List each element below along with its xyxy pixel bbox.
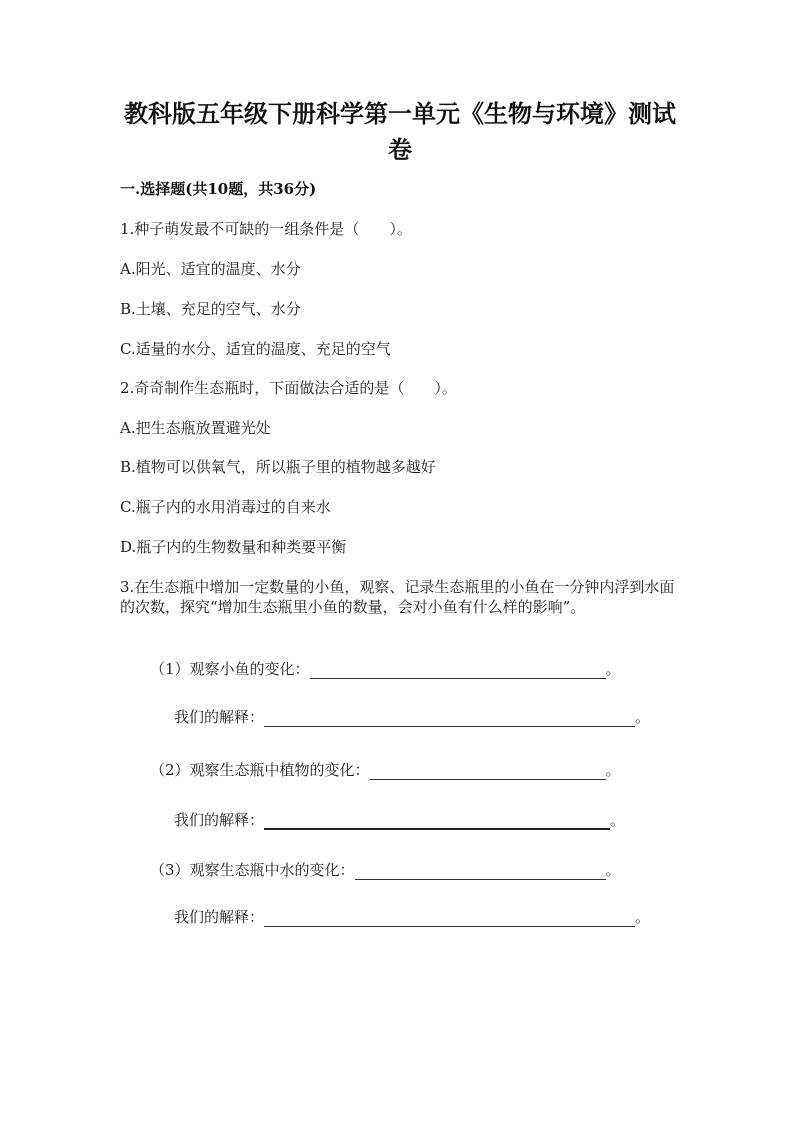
- observe-fish-blank[interactable]: [310, 661, 606, 679]
- question-2-option-b[interactable]: B.植物可以供氧气，所以瓶子里的植物越多越好: [120, 458, 436, 476]
- question-2-option-d[interactable]: D.瓶子内的生物数量和种类要平衡: [120, 538, 347, 556]
- observe-fish-label: （1）观察小鱼的变化：: [150, 660, 310, 678]
- question-3-stem: 3.在生态瓶中增加一定数量的小鱼，观察、记录生态瓶里的小鱼在一分钟内浮到水面的次数，探究“增加生态瓶里小鱼的数量，会对小鱼有什么样的影响”。: [120, 578, 675, 616]
- observe-water-label: （3）观察生态瓶中水的变化：: [150, 861, 355, 879]
- question-2-stem: 2.奇奇制作生态瓶时，下面做法合适的是（ ）。: [120, 379, 457, 397]
- period: 。: [605, 761, 621, 779]
- explain-plant-label: 我们的解释：: [174, 811, 265, 829]
- period: 。: [635, 908, 651, 926]
- period: 。: [605, 660, 621, 678]
- explain-plant-row: [174, 810, 625, 830]
- question-2-option-a[interactable]: A.把生态瓶放置避光处: [120, 419, 271, 437]
- observe-plant-row: [150, 760, 621, 780]
- question-2-option-c[interactable]: C.瓶子内的水用消毒过的自来水: [120, 498, 331, 516]
- question-1-option-a[interactable]: A.阳光、适宜的温度、水分: [120, 260, 301, 278]
- observe-plant-label: （2）观察生态瓶中植物的变化：: [150, 761, 370, 779]
- question-1-stem: 1.种子萌发最不可缺的一组条件是（ ）。: [120, 220, 412, 238]
- period: 。: [610, 811, 626, 829]
- page-title: 教科版五年级下册科学第一单元《生物与环境》测试卷: [124, 99, 676, 164]
- period: 。: [605, 861, 621, 879]
- explain-fish-label: 我们的解释：: [174, 708, 265, 726]
- section-heading: 一.选择题(共10题，共36分): [120, 180, 317, 198]
- observe-fish-row: [150, 659, 621, 679]
- observe-plant-blank[interactable]: [370, 762, 606, 780]
- question-1-option-c[interactable]: C.适量的水分、适宜的温度、充足的空气: [120, 340, 391, 358]
- explain-fish-row: [174, 707, 650, 727]
- explain-water-label: 我们的解释：: [174, 908, 265, 926]
- explain-water-row: [174, 907, 650, 927]
- observe-water-blank[interactable]: [355, 862, 606, 880]
- period: 。: [635, 708, 651, 726]
- question-1-option-b[interactable]: B.土壤、充足的空气、水分: [120, 300, 301, 318]
- explain-fish-blank[interactable]: [264, 709, 635, 727]
- observe-water-row: [150, 860, 621, 880]
- explain-water-blank[interactable]: [264, 909, 635, 927]
- explain-plant-blank[interactable]: [264, 811, 610, 830]
